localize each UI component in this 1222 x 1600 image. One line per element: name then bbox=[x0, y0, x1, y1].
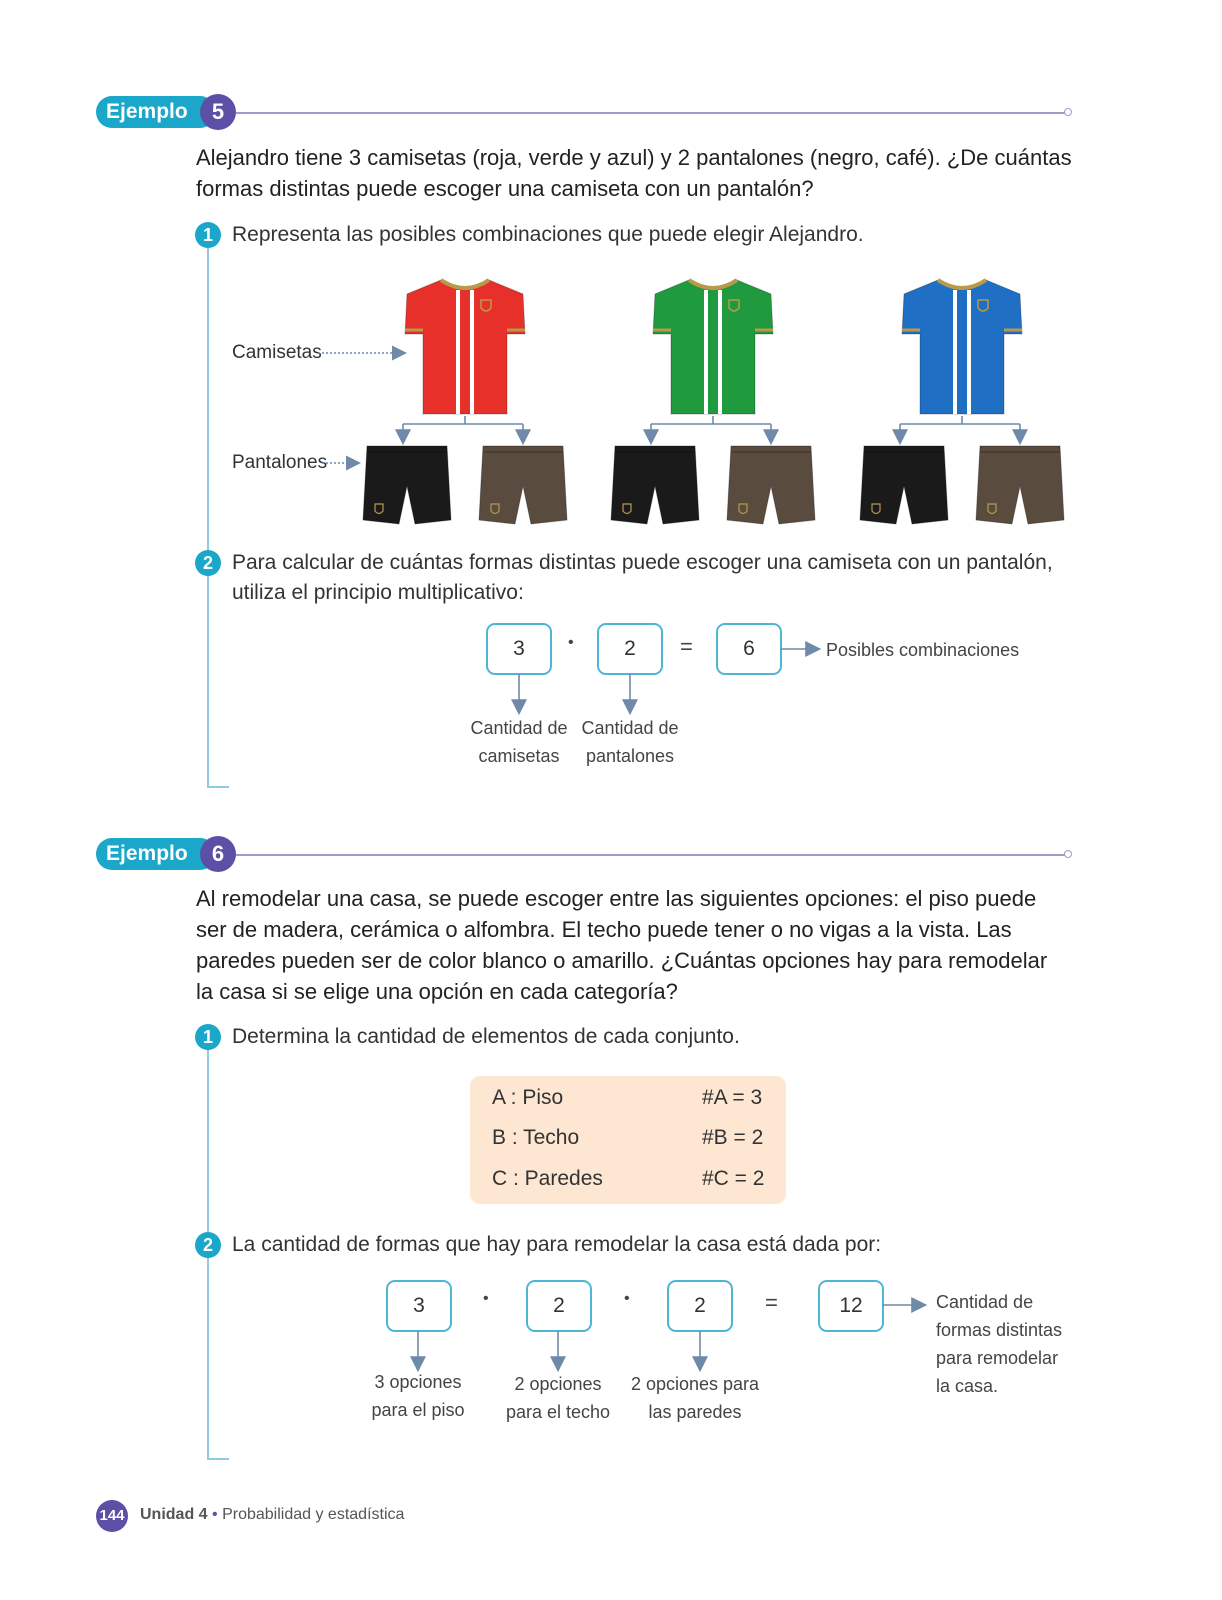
set-a-name: A : Piso bbox=[492, 1086, 564, 1109]
formula6-result-label-4: la casa. bbox=[936, 1376, 999, 1396]
formula6-equals: = bbox=[765, 1290, 778, 1315]
formula5-dot: • bbox=[568, 634, 574, 651]
footer-unit-name: Unidad 4 bbox=[140, 1506, 208, 1523]
ejemplo-6-step-2-text: La cantidad de formas que hay para remodelar la casa está dada por: bbox=[232, 1233, 882, 1256]
formula5-a-label-2: camisetas bbox=[478, 746, 560, 766]
formula6-box-c: 2 bbox=[667, 1280, 733, 1332]
ejemplo-6-step-1-text: Determina la cantidad de elementos de cada conjunto. bbox=[232, 1025, 740, 1048]
ejemplo-5-step-1-number: 1 bbox=[195, 222, 221, 248]
formula6-result-label-3: para remodelar bbox=[936, 1348, 1059, 1368]
formula6-dot-1: • bbox=[483, 1290, 489, 1307]
footer-unit bbox=[140, 1506, 404, 1524]
formula6-box-result: 12 bbox=[818, 1280, 884, 1332]
formula5-result-label: Posibles combinaciones bbox=[826, 640, 1020, 660]
ejemplo-6-step-2-number: 2 bbox=[195, 1232, 221, 1258]
formula5-b-label-1: Cantidad de bbox=[581, 718, 679, 738]
ejemplo-6-step-1-number: 1 bbox=[195, 1024, 221, 1050]
footer-separator: • bbox=[212, 1506, 218, 1523]
formula6-b-label bbox=[494, 1370, 622, 1426]
set-a-count: #A = 3 bbox=[702, 1086, 763, 1109]
formula6-box-b: 2 bbox=[526, 1280, 592, 1332]
formula6-a-label-2: para el piso bbox=[371, 1400, 465, 1420]
ejemplo-6-label: Ejemplo bbox=[106, 842, 188, 865]
set-b-count: #B = 2 bbox=[702, 1126, 764, 1149]
formula6-a-label-1: 3 opciones bbox=[374, 1372, 462, 1392]
label-camisetas: Camisetas bbox=[232, 342, 322, 363]
formula6-result-label bbox=[936, 1288, 1062, 1400]
ejemplo-5-problem-line-2: formas distintas puede escoger una camiseta con un pantalón? bbox=[196, 176, 814, 201]
formula5-box-result: 6 bbox=[716, 623, 782, 675]
formula5-box-b: 2 bbox=[597, 623, 663, 675]
formula5-equals: = bbox=[680, 634, 693, 659]
ejemplo-5-number: 5 bbox=[200, 94, 236, 130]
ejemplo-5-problem-line-1: Alejandro tiene 3 camisetas (roja, verde y azul) y 2 pantalones (negro, café). ¿De cuántas bbox=[196, 145, 1072, 170]
ejemplo-5-step-1-text: Representa las posibles combinaciones que puede elegir Alejandro. bbox=[232, 223, 864, 246]
formula6-b-label-1: 2 opciones bbox=[514, 1374, 602, 1394]
formula6-dot-2: • bbox=[624, 1290, 630, 1307]
ejemplo-6-number: 6 bbox=[200, 836, 236, 872]
formula5-a-label-1: Cantidad de bbox=[470, 718, 568, 738]
ejemplo-6-problem-line-4: la casa si se elige una opción en cada categoría? bbox=[196, 979, 678, 1004]
ejemplo-6-problem-line-3: paredes pueden ser de color blanco o amarillo. ¿Cuántas opciones hay para remodelar bbox=[196, 948, 1048, 973]
formula6-c-label-2: las paredes bbox=[648, 1402, 742, 1422]
page-number: 144 bbox=[96, 1500, 128, 1532]
formula5-b-label-2: pantalones bbox=[585, 746, 675, 766]
formula6-c-label-1: 2 opciones para bbox=[630, 1374, 760, 1394]
set-b-name: B : Techo bbox=[492, 1126, 580, 1149]
ejemplo-6-problem-line-1: Al remodelar una casa, se puede escoger entre las siguientes opciones: el piso puede bbox=[196, 886, 1037, 911]
formula6-result-label-2: formas distintas bbox=[936, 1320, 1063, 1340]
formula6-box-a: 3 bbox=[386, 1280, 452, 1332]
formula6-b-label-2: para el techo bbox=[505, 1402, 611, 1422]
label-pantalones: Pantalones bbox=[232, 452, 328, 473]
set-c-name: C : Paredes bbox=[492, 1167, 603, 1190]
ejemplo-6-problem-line-2: ser de madera, cerámica o alfombra. El techo puede tener o no vigas a la vista. Las bbox=[196, 917, 1012, 942]
formula5-box-a: 3 bbox=[486, 623, 552, 675]
footer-topic: Probabilidad y estadística bbox=[222, 1506, 405, 1523]
formula6-a-label bbox=[354, 1368, 482, 1424]
ejemplo-5-step-2-number: 2 bbox=[195, 550, 221, 576]
formula6-c-label bbox=[620, 1370, 770, 1426]
ejemplo-5-step-2-line-2: utiliza el principio multiplicativo: bbox=[232, 581, 524, 604]
set-c-count: #C = 2 bbox=[702, 1167, 765, 1190]
formula6-result-label-1: Cantidad de bbox=[936, 1292, 1034, 1312]
ejemplo-5-step-2-line-1: Para calcular de cuántas formas distintas puede escoger una camiseta con un pantalón, bbox=[232, 551, 1053, 574]
ejemplo-5-label: Ejemplo bbox=[106, 100, 188, 123]
